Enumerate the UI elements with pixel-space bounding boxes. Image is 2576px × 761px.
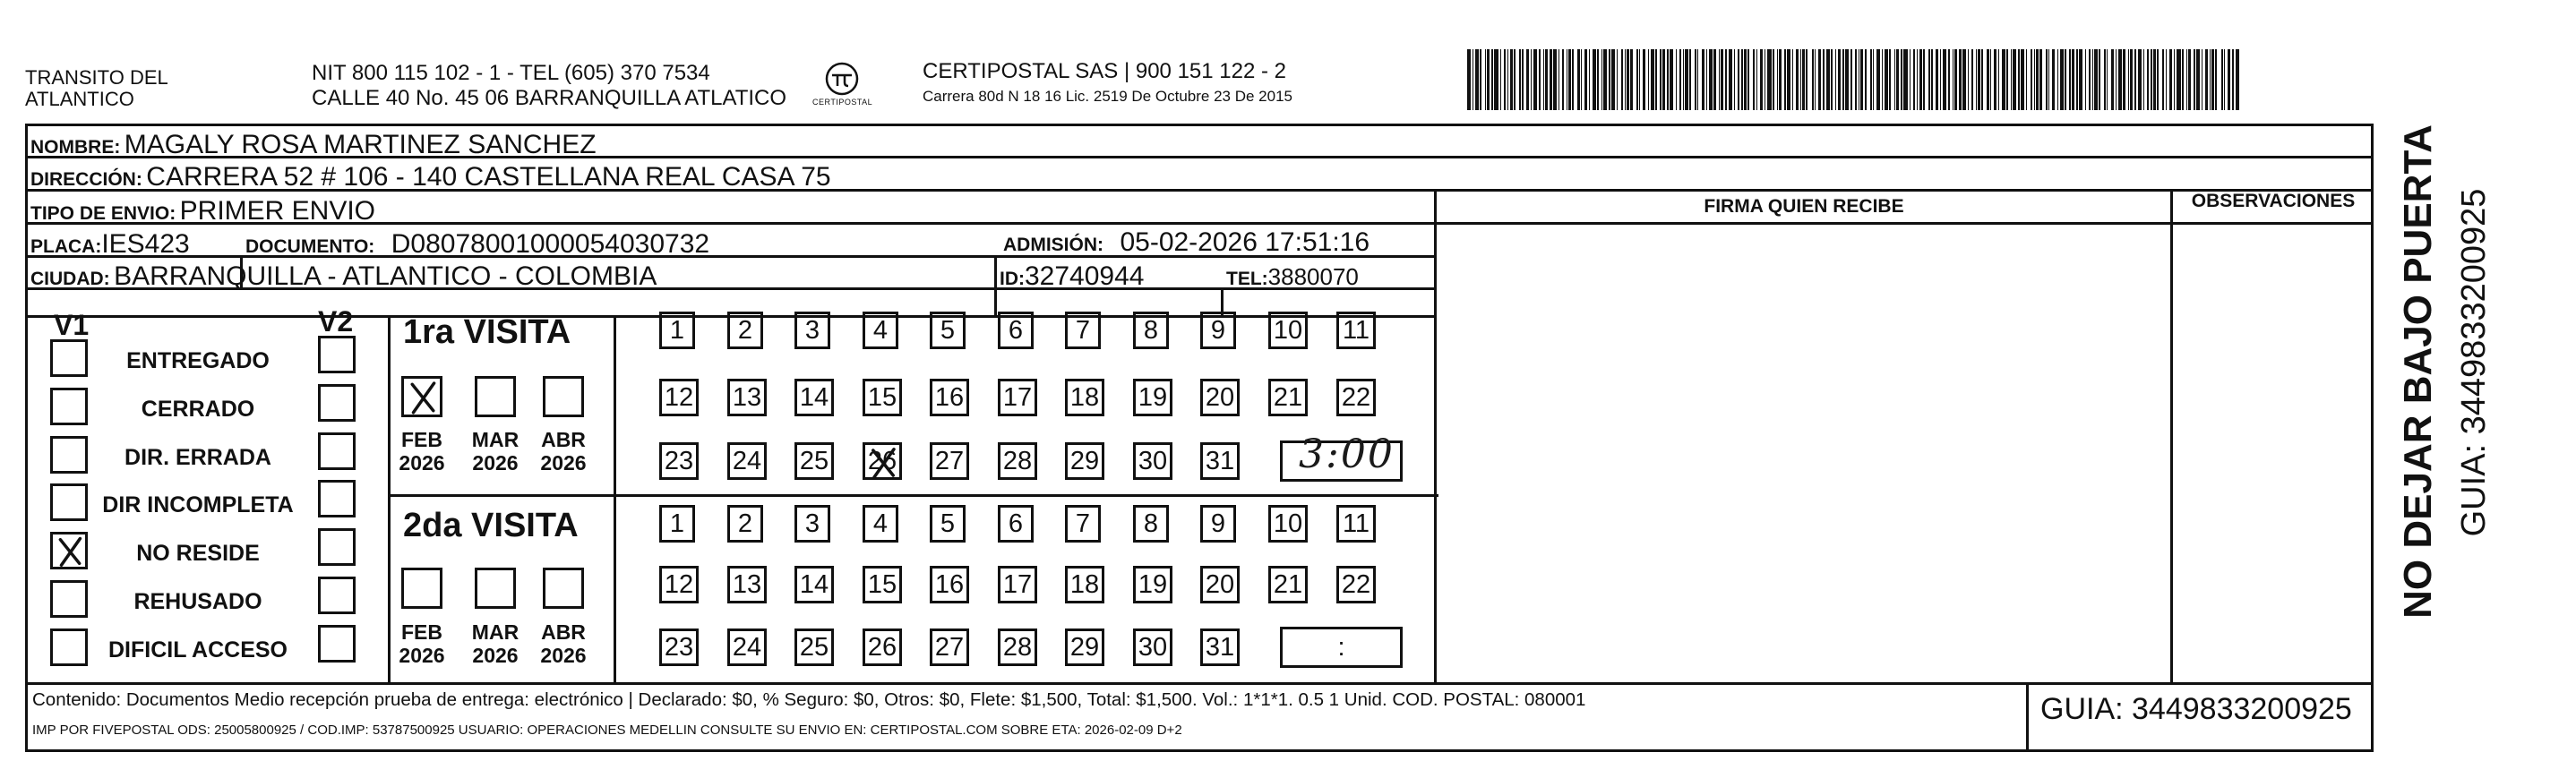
day-box[interactable]: 19 bbox=[1133, 379, 1172, 416]
guia-footer: GUIA: 3449833200925 bbox=[2040, 692, 2352, 726]
logo-text: CERTIPOSTAL bbox=[812, 98, 873, 107]
admision-value: 05-02-2026 17:51:16 bbox=[1120, 227, 1370, 257]
imp-line: IMP POR FIVEPOSTAL ODS: 25005800925 / COD.IMP: 53787500925 USUARIO: OPERACIONES MEDELLIN CONSULTE SU ENVIO EN: CERTIPOSTAL.COM SOBRE ETA: 2026-02-09 D+2 bbox=[32, 723, 1182, 738]
tel-row bbox=[1226, 265, 1359, 288]
nit-phone-line: NIT 800 115 102 - 1 - TEL (605) 370 7534 bbox=[312, 61, 710, 85]
day-box[interactable]: 12 bbox=[659, 566, 699, 603]
barcode bbox=[1467, 49, 2243, 110]
placa-label: PLACA: bbox=[30, 236, 102, 257]
address-line: CALLE 40 No. 45 06 BARRANQUILLA ATLATICO bbox=[312, 86, 787, 110]
tel-value: 3880070 bbox=[1267, 263, 1359, 290]
day-box[interactable]: 4 bbox=[863, 505, 898, 543]
tipo-envio-value: PRIMER ENVIO bbox=[179, 196, 376, 226]
direccion-row bbox=[30, 164, 831, 191]
month-checkbox[interactable] bbox=[475, 568, 516, 609]
handwritten-time: 3:00 bbox=[1299, 432, 1395, 477]
direccion-value: CARRERA 52 # 106 - 140 CASTELLANA REAL CASA 75 bbox=[146, 162, 831, 192]
day-box[interactable]: 13 bbox=[727, 379, 767, 416]
day-box[interactable]: 27 bbox=[930, 442, 969, 480]
day-box[interactable]: 5 bbox=[930, 505, 966, 543]
day-box[interactable]: 2 bbox=[727, 312, 763, 349]
day-box[interactable]: 8 bbox=[1133, 505, 1169, 543]
status-label: NO RESIDE bbox=[136, 541, 260, 566]
day-box[interactable]: 19 bbox=[1133, 566, 1172, 603]
direccion-label: DIRECCIÓN: bbox=[30, 169, 142, 190]
org-name-line1: TRANSITO DEL bbox=[25, 66, 168, 89]
ciudad-value: BARRANQUILLA - ATLANTICO - COLOMBIA bbox=[114, 261, 657, 291]
v2-label: V2 bbox=[318, 305, 354, 338]
admision-label: ADMISIÓN: bbox=[1003, 235, 1103, 255]
month-name: FEB bbox=[401, 428, 442, 451]
day-box[interactable]: 3 bbox=[794, 312, 830, 349]
documento-row bbox=[245, 231, 709, 258]
day-box[interactable]: 26 bbox=[863, 628, 902, 666]
ciudad-row bbox=[30, 263, 657, 290]
month-label bbox=[391, 620, 453, 668]
day-box[interactable]: 3 bbox=[794, 505, 830, 543]
day-box[interactable]: 5 bbox=[930, 312, 966, 349]
day-box[interactable]: 25 bbox=[794, 442, 834, 480]
day-box[interactable]: 4 bbox=[863, 312, 898, 349]
day-box[interactable]: 16 bbox=[930, 379, 969, 416]
month-year: 2026 bbox=[399, 451, 445, 475]
month-checkbox[interactable] bbox=[401, 376, 442, 417]
day-box[interactable]: 22 bbox=[1336, 566, 1376, 603]
month-name: ABR bbox=[541, 428, 586, 451]
admision-row bbox=[1003, 229, 1370, 256]
day-box[interactable]: 25 bbox=[794, 628, 834, 666]
day-box[interactable]: 23 bbox=[659, 442, 699, 480]
day-box[interactable]: 10 bbox=[1268, 505, 1308, 543]
visit1-title: 1ra VISITA bbox=[403, 313, 571, 351]
org-name-line2: ATLANTICO bbox=[25, 88, 134, 110]
time-box[interactable]: : bbox=[1280, 627, 1403, 668]
nombre-label: NOMBRE: MAGALY ROSA MARTINEZ SANCHEZ bbox=[30, 130, 597, 159]
day-box[interactable]: 24 bbox=[727, 628, 767, 666]
month-label bbox=[464, 428, 527, 475]
day-box[interactable]: 9 bbox=[1200, 312, 1236, 349]
month-checkbox[interactable] bbox=[543, 376, 584, 417]
month-label bbox=[464, 620, 527, 668]
month-name: MAR bbox=[471, 428, 519, 451]
day-box[interactable]: 12 bbox=[659, 379, 699, 416]
day-box[interactable]: 7 bbox=[1065, 312, 1101, 349]
day-box[interactable]: 30 bbox=[1133, 628, 1172, 666]
month-name: FEB bbox=[401, 620, 442, 644]
day-box[interactable]: 31 bbox=[1200, 628, 1240, 666]
month-year: 2026 bbox=[540, 451, 587, 475]
month-year: 2026 bbox=[472, 451, 519, 475]
day-box[interactable]: 16 bbox=[930, 566, 969, 603]
contenido-line: Contenido: Documentos Medio recepción prueba de entrega: electrónico | Declarado: $0, % Seguro: $0, Otros: $0, Flete: $1,500, Total: $1,500. Vol.: 1*1*1. 0.5 1 Unid. COD. POSTAL: 080001 bbox=[32, 689, 1586, 710]
day-box[interactable]: 26 bbox=[863, 442, 902, 480]
status-label: ENTREGADO bbox=[126, 348, 270, 373]
day-box[interactable]: 24 bbox=[727, 442, 767, 480]
placa-value: IES423 bbox=[101, 229, 190, 259]
day-box[interactable]: 17 bbox=[998, 379, 1037, 416]
day-box[interactable]: 6 bbox=[998, 312, 1034, 349]
placa-row bbox=[30, 231, 190, 258]
day-box[interactable]: 9 bbox=[1200, 505, 1236, 543]
company-line: CERTIPOSTAL SAS | 900 151 122 - 2 bbox=[923, 59, 1286, 83]
status-label: CERRADO bbox=[141, 397, 255, 422]
firma-header: FIRMA QUIEN RECIBE bbox=[1704, 196, 1904, 217]
day-box[interactable]: 18 bbox=[1065, 379, 1104, 416]
day-box[interactable]: 20 bbox=[1200, 379, 1240, 416]
day-box[interactable]: 1 bbox=[659, 505, 695, 543]
month-year: 2026 bbox=[399, 644, 445, 668]
tipo-envio-label: TIPO DE ENVIO: bbox=[30, 203, 176, 224]
nombre-value: MAGALY ROSA MARTINEZ SANCHEZ bbox=[124, 130, 597, 159]
day-box[interactable]: 7 bbox=[1065, 505, 1101, 543]
observaciones-header: OBSERVACIONES bbox=[2191, 191, 2356, 211]
status-label: DIR. ERRADA bbox=[125, 445, 271, 470]
v1-label: V1 bbox=[54, 309, 90, 341]
day-box[interactable]: 6 bbox=[998, 505, 1034, 543]
day-box[interactable]: 10 bbox=[1268, 312, 1308, 349]
day-box[interactable]: 20 bbox=[1200, 566, 1240, 603]
tipo-envio-row bbox=[30, 198, 375, 225]
day-box[interactable]: 27 bbox=[930, 628, 969, 666]
day-box[interactable]: 15 bbox=[863, 566, 902, 603]
month-label bbox=[532, 620, 595, 668]
month-year: 2026 bbox=[540, 644, 587, 668]
month-checkbox[interactable] bbox=[401, 568, 442, 609]
ciudad-label: CIUDAD: bbox=[30, 269, 110, 289]
side-guia: GUIA: 3449833200925 bbox=[2455, 188, 2493, 537]
no-dejar-bajo-puerta: NO DEJAR BAJO PUERTA bbox=[2396, 124, 2440, 619]
month-name: ABR bbox=[541, 620, 586, 644]
status-label: REHUSADO bbox=[133, 589, 262, 614]
id-label: ID: bbox=[1000, 269, 1025, 289]
x-mark-icon bbox=[865, 445, 901, 481]
month-label bbox=[391, 428, 453, 475]
day-box[interactable]: 13 bbox=[727, 566, 767, 603]
day-box[interactable]: 21 bbox=[1268, 379, 1308, 416]
day-box[interactable]: 21 bbox=[1268, 566, 1308, 603]
day-box[interactable]: 2 bbox=[727, 505, 763, 543]
license-line: Carrera 80d N 18 16 Lic. 2519 De Octubre 23 De 2015 bbox=[923, 88, 1292, 105]
day-box[interactable]: 28 bbox=[998, 442, 1037, 480]
day-box[interactable]: 15 bbox=[863, 379, 902, 416]
day-box[interactable]: 22 bbox=[1336, 379, 1376, 416]
month-year: 2026 bbox=[472, 644, 519, 668]
day-box[interactable]: 14 bbox=[794, 566, 834, 603]
day-box[interactable]: 8 bbox=[1133, 312, 1169, 349]
month-checkbox[interactable] bbox=[475, 376, 516, 417]
documento-value: D08078001000054030732 bbox=[391, 229, 710, 259]
day-box[interactable]: 1 bbox=[659, 312, 695, 349]
month-label bbox=[532, 428, 595, 475]
id-row bbox=[1000, 263, 1144, 290]
day-box[interactable]: 14 bbox=[794, 379, 834, 416]
day-box[interactable]: 31 bbox=[1200, 442, 1240, 480]
day-box[interactable]: 29 bbox=[1065, 628, 1104, 666]
visit2-title: 2da VISITA bbox=[403, 507, 579, 544]
day-box[interactable]: 29 bbox=[1065, 442, 1104, 480]
month-name: MAR bbox=[471, 620, 519, 644]
status-label: DIR INCOMPLETA bbox=[102, 492, 294, 517]
id-value: 32740944 bbox=[1025, 261, 1145, 291]
day-box[interactable]: 30 bbox=[1133, 442, 1172, 480]
x-mark-icon bbox=[404, 379, 442, 416]
status-label: DIFICIL ACCESO bbox=[107, 637, 288, 663]
month-checkbox[interactable] bbox=[543, 568, 584, 609]
day-box[interactable]: 17 bbox=[998, 566, 1037, 603]
day-box[interactable]: 23 bbox=[659, 628, 699, 666]
day-box[interactable]: 28 bbox=[998, 628, 1037, 666]
day-box[interactable]: 11 bbox=[1336, 312, 1376, 349]
documento-label: DOCUMENTO: bbox=[245, 236, 375, 257]
day-box[interactable]: 18 bbox=[1065, 566, 1104, 603]
day-box[interactable]: 11 bbox=[1336, 505, 1376, 543]
tel-label: TEL: bbox=[1226, 269, 1268, 289]
certipostal-logo bbox=[811, 59, 873, 111]
